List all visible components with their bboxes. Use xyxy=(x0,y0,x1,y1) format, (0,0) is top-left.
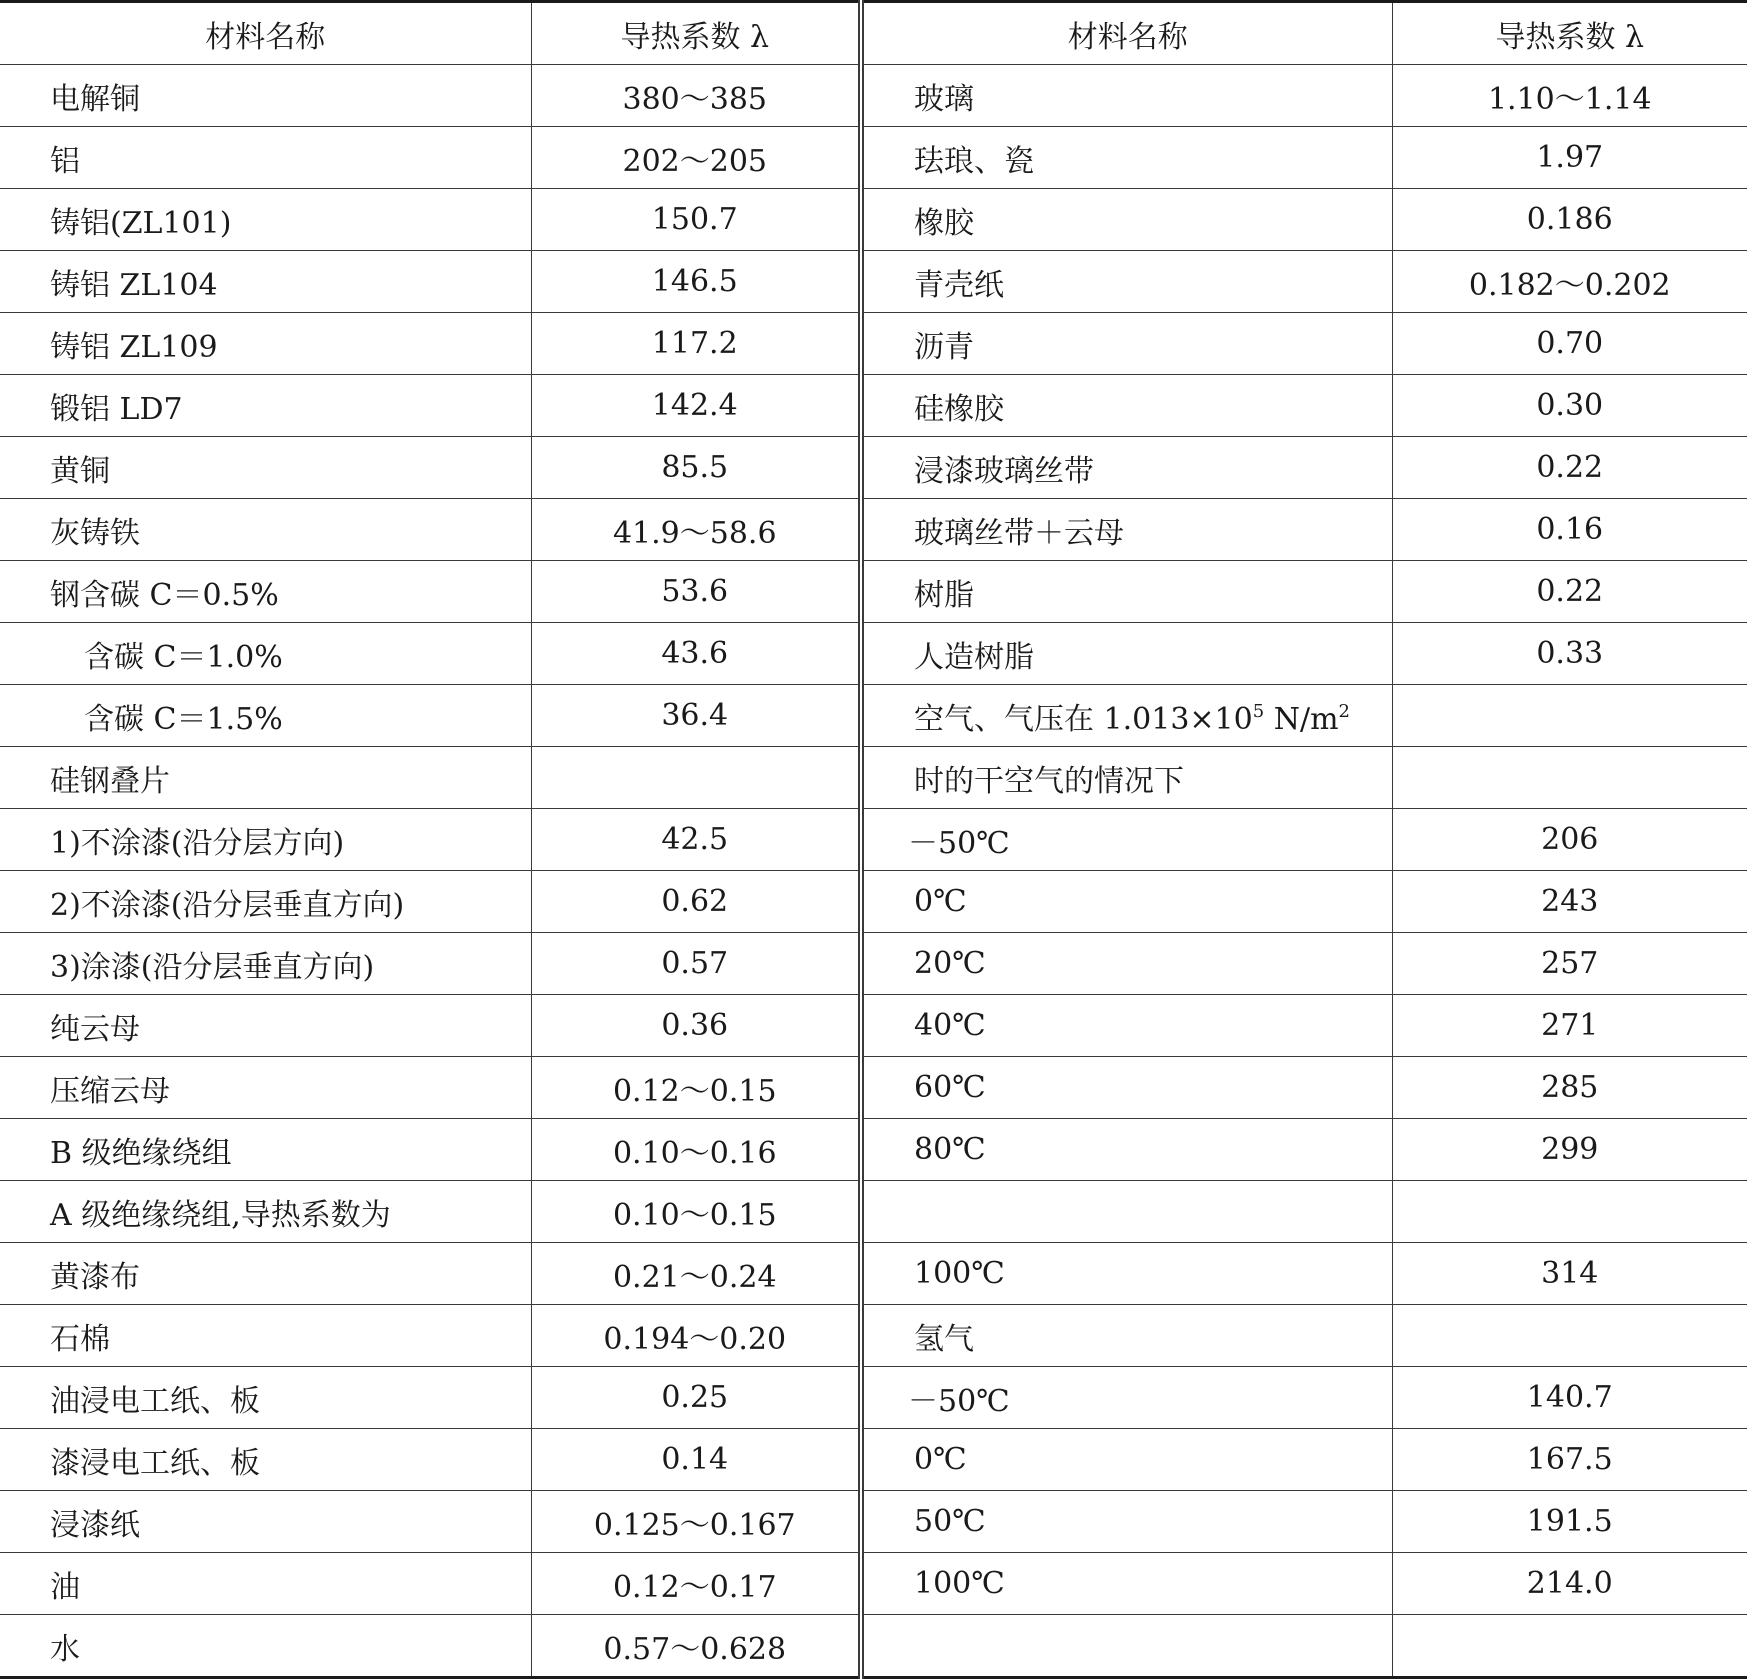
material-name-cell xyxy=(861,1181,1392,1243)
table-row xyxy=(0,747,1747,809)
conductivity-cell: 206 xyxy=(1392,809,1747,871)
material-name-cell: －50℃ xyxy=(861,1367,1392,1429)
conductivity-cell: 0.22 xyxy=(1392,437,1747,499)
material-name-cell: 含碳 C＝1.5% xyxy=(0,685,531,747)
conductivity-cell: 271 xyxy=(1392,995,1747,1057)
conductivity-cell: 0.186 xyxy=(1392,189,1747,251)
header-conductivity: 导热系数 λ xyxy=(1392,2,1747,65)
material-name-cell: 50℃ xyxy=(861,1491,1392,1553)
conductivity-cell xyxy=(1392,747,1747,809)
material-name-cell xyxy=(861,685,1392,747)
table-row xyxy=(0,995,1747,1057)
table-row xyxy=(0,1553,1747,1615)
pressure-exponent: 5 xyxy=(1252,700,1265,722)
table-row xyxy=(0,251,1747,313)
conductivity-cell: 53.6 xyxy=(531,561,861,623)
material-name-cell: 沥青 xyxy=(861,313,1392,375)
header-material-name: 材料名称 xyxy=(861,2,1392,65)
conductivity-cell: 146.5 xyxy=(531,251,861,313)
conductivity-cell: 0.62 xyxy=(531,871,861,933)
header-row xyxy=(0,2,1747,65)
conductivity-cell: 0.16 xyxy=(1392,499,1747,561)
material-name-cell: 2)不涂漆(沿分层垂直方向) xyxy=(0,871,531,933)
conductivity-cell xyxy=(1392,685,1747,747)
pressure-unit: N/m xyxy=(1264,701,1339,737)
material-name-cell: －50℃ xyxy=(861,809,1392,871)
table-row xyxy=(0,313,1747,375)
material-name-cell: 氢气 xyxy=(861,1305,1392,1367)
conductivity-cell: 285 xyxy=(1392,1057,1747,1119)
header-material-name: 材料名称 xyxy=(0,2,531,65)
table-row xyxy=(0,561,1747,623)
table-row xyxy=(0,1367,1747,1429)
conductivity-cell: 1.97 xyxy=(1392,127,1747,189)
table-row xyxy=(0,437,1747,499)
material-name-cell: 铸铝 ZL104 xyxy=(0,251,531,313)
conductivity-cell: 0.30 xyxy=(1392,375,1747,437)
material-name-cell: 60℃ xyxy=(861,1057,1392,1119)
material-name-cell: 电解铜 xyxy=(0,65,531,127)
conductivity-cell: 0.182～0.202 xyxy=(1392,251,1747,313)
material-name-cell: 1)不涂漆(沿分层方向) xyxy=(0,809,531,871)
table-row xyxy=(0,1243,1747,1305)
table-row xyxy=(0,1119,1747,1181)
material-name-cell: 钢含碳 C＝0.5% xyxy=(0,561,531,623)
conductivity-cell: 42.5 xyxy=(531,809,861,871)
material-name-cell: 玻璃 xyxy=(861,65,1392,127)
conductivity-cell: 1.10～1.14 xyxy=(1392,65,1747,127)
material-name-cell: 纯云母 xyxy=(0,995,531,1057)
conductivity-cell: 257 xyxy=(1392,933,1747,995)
header-conductivity: 导热系数 λ xyxy=(531,2,861,65)
material-name-cell: 铸铝 ZL109 xyxy=(0,313,531,375)
conductivity-cell: 150.7 xyxy=(531,189,861,251)
material-name-cell: 浸漆玻璃丝带 xyxy=(861,437,1392,499)
conductivity-cell: 140.7 xyxy=(1392,1367,1747,1429)
material-name-cell: B 级绝缘绕组 xyxy=(0,1119,531,1181)
table-row xyxy=(0,499,1747,561)
conductivity-cell: 0.194～0.20 xyxy=(531,1305,861,1367)
conductivity-cell: 214.0 xyxy=(1392,1553,1747,1615)
conductivity-cell: 0.25 xyxy=(531,1367,861,1429)
conductivity-cell: 0.14 xyxy=(531,1429,861,1491)
conductivity-cell: 299 xyxy=(1392,1119,1747,1181)
conductivity-cell: 314 xyxy=(1392,1243,1747,1305)
material-name-cell: 0℃ xyxy=(861,1429,1392,1491)
material-name-cell: 铝 xyxy=(0,127,531,189)
conductivity-cell: 0.36 xyxy=(531,995,861,1057)
material-name-cell: 100℃ xyxy=(861,1553,1392,1615)
conductivity-cell: 380～385 xyxy=(531,65,861,127)
material-name-cell: 硅钢叠片 xyxy=(0,747,531,809)
material-name-cell xyxy=(861,1615,1392,1678)
table-row xyxy=(0,127,1747,189)
conductivity-cell: 0.10～0.16 xyxy=(531,1119,861,1181)
material-name-cell: 0℃ xyxy=(861,871,1392,933)
conductivity-cell: 167.5 xyxy=(1392,1429,1747,1491)
table-row xyxy=(0,871,1747,933)
material-name-cell: 含碳 C＝1.0% xyxy=(0,623,531,685)
material-name-cell: 石棉 xyxy=(0,1305,531,1367)
table-row xyxy=(0,1305,1747,1367)
conductivity-cell: 0.22 xyxy=(1392,561,1747,623)
material-name-cell: 玻璃丝带＋云母 xyxy=(861,499,1392,561)
conductivity-cell xyxy=(1392,1615,1747,1678)
material-name-cell: 3)涂漆(沿分层垂直方向) xyxy=(0,933,531,995)
conductivity-cell: 0.125～0.167 xyxy=(531,1491,861,1553)
material-name-cell: 人造树脂 xyxy=(861,623,1392,685)
material-name-cell: 铸铝(ZL101) xyxy=(0,189,531,251)
table-row xyxy=(0,65,1747,127)
table-body xyxy=(0,65,1747,1678)
conductivity-cell: 43.6 xyxy=(531,623,861,685)
table-row xyxy=(0,809,1747,871)
material-name-cell: 时的干空气的情况下 xyxy=(861,747,1392,809)
table-row xyxy=(0,1615,1747,1678)
material-name-cell: 漆浸电工纸、板 xyxy=(0,1429,531,1491)
conductivity-cell: 117.2 xyxy=(531,313,861,375)
table-row xyxy=(0,623,1747,685)
material-name-cell: 油浸电工纸、板 xyxy=(0,1367,531,1429)
air-pressure-text: 空气、气压在 1.013×10 xyxy=(914,701,1253,737)
material-name-cell: 水 xyxy=(0,1615,531,1678)
conductivity-cell: 142.4 xyxy=(531,375,861,437)
conductivity-cell: 0.12～0.17 xyxy=(531,1553,861,1615)
conductivity-cell xyxy=(1392,1181,1747,1243)
material-name-cell: 油 xyxy=(0,1553,531,1615)
material-name-cell: 压缩云母 xyxy=(0,1057,531,1119)
conductivity-cell: 202～205 xyxy=(531,127,861,189)
material-name-cell: 灰铸铁 xyxy=(0,499,531,561)
conductivity-cell: 0.10～0.15 xyxy=(531,1181,861,1243)
conductivity-cell: 36.4 xyxy=(531,685,861,747)
material-name-cell: 黄漆布 xyxy=(0,1243,531,1305)
table-row xyxy=(0,1491,1747,1553)
material-name-cell: 树脂 xyxy=(861,561,1392,623)
conductivity-cell: 0.33 xyxy=(1392,623,1747,685)
table-row xyxy=(0,1429,1747,1491)
material-name-cell: 40℃ xyxy=(861,995,1392,1057)
material-name-cell: 橡胶 xyxy=(861,189,1392,251)
material-name-cell: 100℃ xyxy=(861,1243,1392,1305)
table-row xyxy=(0,685,1747,747)
conductivity-cell xyxy=(531,747,861,809)
material-name-cell: 20℃ xyxy=(861,933,1392,995)
table-row xyxy=(0,933,1747,995)
conductivity-cell: 0.12～0.15 xyxy=(531,1057,861,1119)
conductivity-cell: 85.5 xyxy=(531,437,861,499)
conductivity-cell: 191.5 xyxy=(1392,1491,1747,1553)
unit-exponent: 2 xyxy=(1338,700,1350,722)
table-row xyxy=(0,189,1747,251)
table-row xyxy=(0,1181,1747,1243)
conductivity-cell: 41.9～58.6 xyxy=(531,499,861,561)
material-name-cell: 80℃ xyxy=(861,1119,1392,1181)
conductivity-cell: 0.57 xyxy=(531,933,861,995)
table-row xyxy=(0,375,1747,437)
conductivity-cell: 0.57～0.628 xyxy=(531,1615,861,1678)
material-name-cell: 锻铝 LD7 xyxy=(0,375,531,437)
material-name-cell: 青壳纸 xyxy=(861,251,1392,313)
material-name-cell: 硅橡胶 xyxy=(861,375,1392,437)
material-name-cell: A 级绝缘绕组,导热系数为 xyxy=(0,1181,531,1243)
conductivity-cell: 0.70 xyxy=(1392,313,1747,375)
conductivity-cell: 0.21～0.24 xyxy=(531,1243,861,1305)
conductivity-cell: 243 xyxy=(1392,871,1747,933)
material-name-cell: 黄铜 xyxy=(0,437,531,499)
table-row xyxy=(0,1057,1747,1119)
material-name-cell: 浸漆纸 xyxy=(0,1491,531,1553)
conductivity-cell xyxy=(1392,1305,1747,1367)
material-name-cell: 珐琅、瓷 xyxy=(861,127,1392,189)
